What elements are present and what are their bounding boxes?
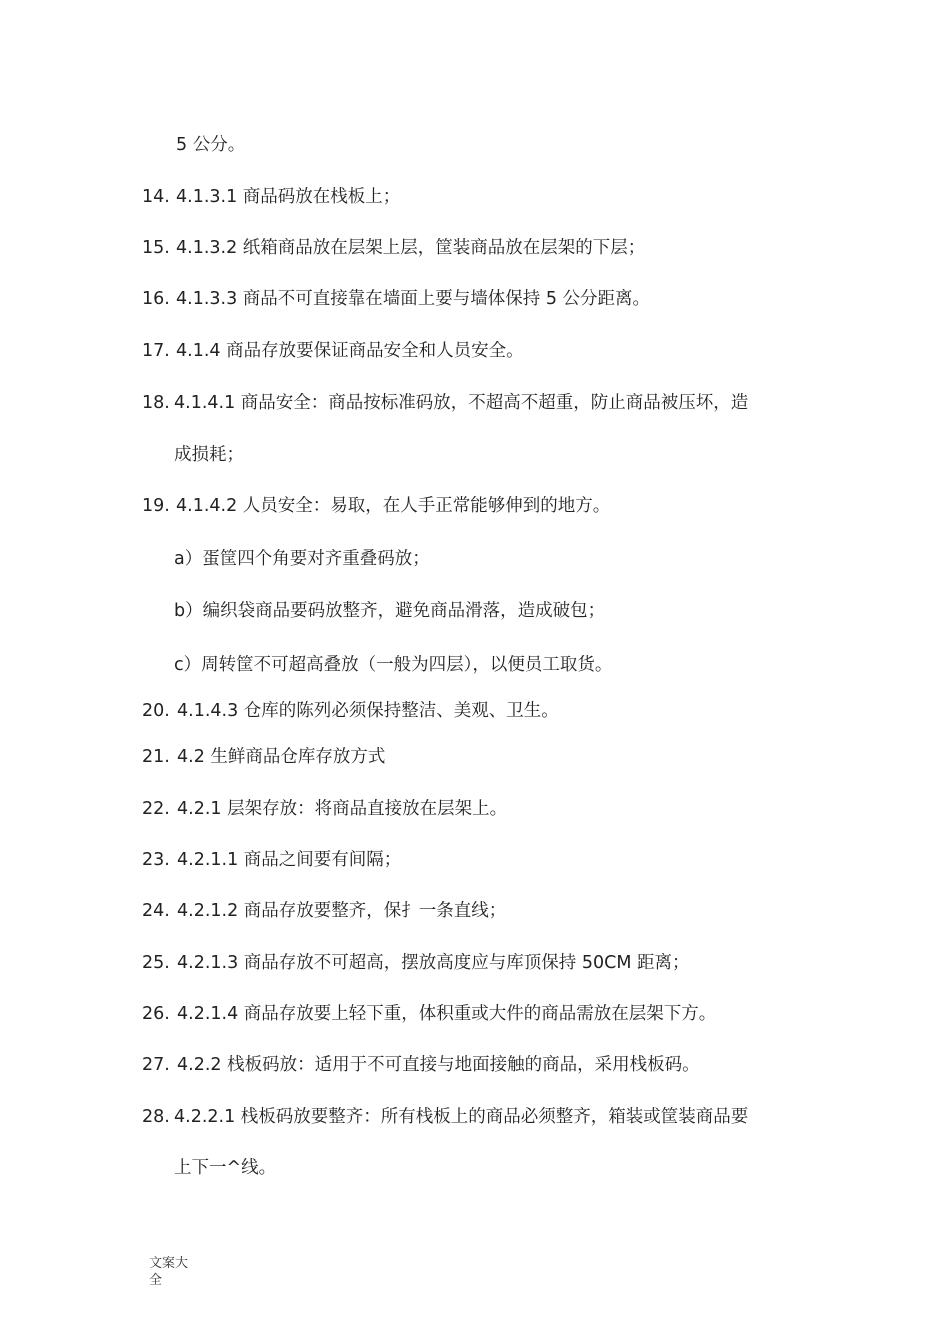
line-text: 4.2.1.1 商品之间要有间隔；	[177, 850, 402, 870]
line-text: 4.1.3.3 商品不可直接靠在墙面上要与墙体保持 5 公分距离。	[176, 289, 651, 309]
line-number: 17.	[142, 341, 170, 361]
line-text: 4.2.1.4 商品存放要上轻下重，体积重或大件的商品需放在层架下方。	[177, 1004, 717, 1024]
line-text: 4.1.4.3 仓库的陈列必须保持整洁、美观、卫生。	[177, 701, 559, 721]
line-text: a）蛋筐四个角要对齐重叠码放；	[174, 549, 430, 569]
line-text: 4.2.1.3 商品存放不可超高，摆放高度应与库顶保持 50CM 距离；	[177, 953, 690, 973]
line-number: 15.	[142, 238, 170, 258]
line-text: 4.1.4.1 商品安全：商品按标准码放，不超高不超重，防止商品被压坏，造	[174, 393, 749, 413]
line-text: 4.2.2.1 栈板码放要整齐：所有栈板上的商品必须整齐，箱装或筐装商品要	[174, 1107, 749, 1127]
line-text: 4.2.2 栈板码放：适用于不可直接与地面接触的商品，采用栈板码。	[177, 1055, 700, 1075]
line-number: 24.	[142, 901, 170, 921]
line-text: 4.1.3.2 纸箱商品放在层架上层，筐装商品放在层架的下层；	[176, 238, 646, 258]
footer-text: 文案大全	[149, 1256, 189, 1288]
line-text: 4.2.1 层架存放：将商品直接放在层架上。	[177, 799, 508, 819]
line-number: 27.	[142, 1055, 170, 1075]
line-number: 25.	[142, 953, 170, 973]
line-number: 16.	[142, 289, 170, 309]
line-text: 上下一^线。	[174, 1158, 277, 1178]
line-text: 4.1.4 商品存放要保证商品安全和人员安全。	[176, 341, 524, 361]
line-number: 28.	[142, 1107, 170, 1127]
line-number: 26.	[142, 1004, 170, 1024]
line-text: 成损耗；	[174, 445, 244, 465]
line-number: 19.	[142, 496, 170, 516]
line-text: 4.2 生鲜商品仓库存放方式	[177, 747, 386, 767]
line-text: 4.2.1.2 商品存放要整齐，保扌一条直线；	[177, 901, 507, 921]
line-number: 23.	[142, 850, 170, 870]
line-text: 5 公分。	[176, 135, 246, 155]
line-number: 18.	[142, 393, 170, 413]
line-text: b）编织袋商品要码放整齐，避免商品滑落，造成破包；	[174, 601, 606, 621]
line-text: c）周转筐不可超高叠放（一般为四层），以便员工取货。	[174, 655, 613, 675]
line-number: 22.	[142, 799, 170, 819]
line-number: 20.	[142, 701, 170, 721]
line-number: 21.	[142, 747, 170, 767]
line-number: 14.	[142, 187, 170, 207]
line-text: 4.1.3.1 商品码放在栈板上；	[176, 187, 401, 207]
line-text: 4.1.4.2 人员安全：易取，在人手正常能够伸到的地方。	[176, 496, 611, 516]
